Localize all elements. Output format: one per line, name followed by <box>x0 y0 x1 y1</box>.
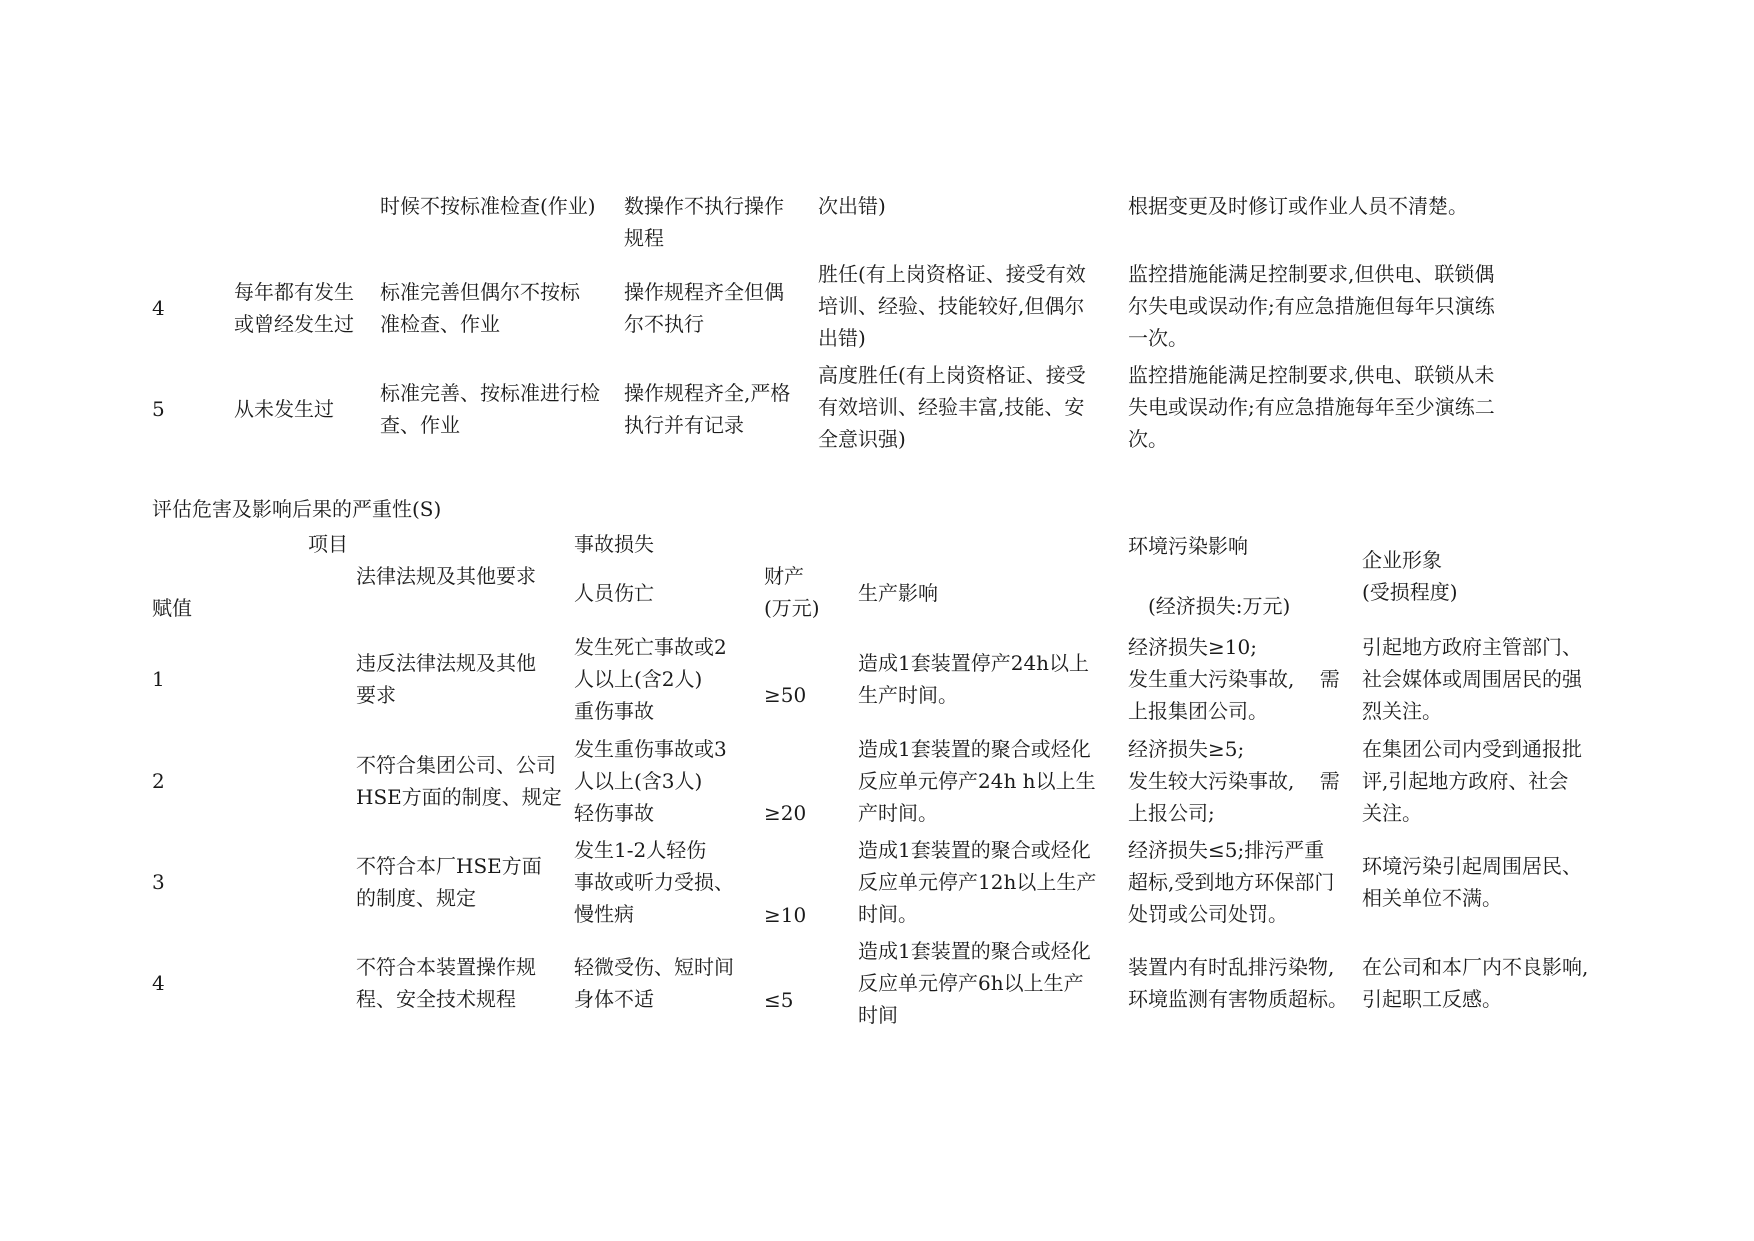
image-cell <box>1362 733 1582 829</box>
cell-line: 发生死亡事故或2 <box>574 635 727 659</box>
cell-line: 引起职工反感。 <box>1362 987 1502 1011</box>
cell-line: 次。 <box>1128 427 1168 451</box>
cell-line: 上报集团公司。 <box>1128 699 1268 723</box>
law-cell <box>356 647 536 711</box>
controls-cell <box>1128 359 1495 455</box>
header-assign: 赋值 <box>152 596 192 620</box>
cell-line: 企业形象 <box>1362 548 1442 572</box>
cell-line: 造成1套装置的聚合或烃化 <box>858 939 1091 963</box>
law-cell <box>356 951 536 1015</box>
cont-competence-cell <box>818 190 886 222</box>
image-cell <box>1362 631 1582 727</box>
cell-line: 不符合集团公司、公司 <box>356 753 556 777</box>
cell-line: 每年都有发生 <box>234 280 354 304</box>
cell-line: 或曾经发生过 <box>234 312 354 336</box>
cell-line: 社会媒体或周围居民的强 <box>1362 667 1582 691</box>
cell-line: 次出错) <box>818 194 886 218</box>
header-production: 生产影响 <box>858 581 938 605</box>
header-image <box>1362 544 1458 608</box>
severity-title: 评估危害及影响后果的严重性(S) <box>152 497 442 521</box>
cell-line: 生产时间。 <box>858 683 958 707</box>
cell-line: 反应单元停产12h以上生产 <box>858 870 1097 894</box>
cell-line: 失电或误动作;有应急措施每年至少演练二 <box>1128 395 1495 419</box>
cell-line: 轻伤事故 <box>574 801 654 825</box>
cell-line: 经济损失≤5;排污严重 <box>1128 838 1325 862</box>
cell-line: 监控措施能满足控制要求,但供电、联锁偶 <box>1128 262 1495 286</box>
header-environment: 环境污染影响 <box>1128 534 1248 558</box>
header-law: 法律法规及其他要求 <box>356 564 536 588</box>
image-cell <box>1362 850 1582 914</box>
competence-cell <box>818 258 1086 354</box>
cell-line: 的制度、规定 <box>356 886 476 910</box>
cell-line: 一次。 <box>1128 326 1188 350</box>
property-cell: ≥50 <box>764 683 807 707</box>
cell-line: 操作规程齐全,严格 <box>624 381 791 405</box>
cell-line: 烈关注。 <box>1362 699 1442 723</box>
likelihood-value-cell: 5 <box>152 397 165 421</box>
procedure-cell <box>624 377 790 441</box>
cell-line: 程、安全技术规程 <box>356 987 516 1011</box>
severity-value-cell: 1 <box>152 667 165 691</box>
standard-cell <box>380 377 600 441</box>
cont-controls-cell <box>1128 190 1468 222</box>
cell-line: 身体不适 <box>574 987 654 1011</box>
cell-line: 发生较大污染事故, 需 <box>1128 769 1340 793</box>
personnel-cell <box>574 631 727 727</box>
cell-line: (受损程度) <box>1362 580 1458 604</box>
image-cell <box>1362 951 1588 1015</box>
cell-line: 关注。 <box>1362 801 1422 825</box>
cell-line: (万元) <box>764 596 820 620</box>
cell-line: 数操作不执行操作 <box>624 194 784 218</box>
cell-line: 操作规程齐全但偶 <box>624 280 784 304</box>
cell-line: 评,引起地方政府、社会 <box>1362 769 1569 793</box>
cell-line: 重伤事故 <box>574 699 654 723</box>
cell-line: 发生重伤事故或3 <box>574 737 727 761</box>
cell-line: 财产 <box>764 564 804 588</box>
cell-line: 违反法律法规及其他 <box>356 651 536 675</box>
cell-line: 装置内有时乱排污染物, <box>1128 955 1335 979</box>
header-property <box>764 560 820 624</box>
cell-line: 不符合本装置操作规 <box>356 955 536 979</box>
likelihood-value-cell: 4 <box>152 296 165 320</box>
cell-line: 造成1套装置的聚合或烃化 <box>858 838 1091 862</box>
cell-line: 标准完善、按标准进行检 <box>380 381 600 405</box>
cell-line: 环境污染引起周围居民、 <box>1362 854 1582 878</box>
cell-line: 产时间。 <box>858 801 938 825</box>
production-cell <box>858 834 1096 930</box>
cell-line: 反应单元停产6h以上生产 <box>858 971 1084 995</box>
property-cell: ≤5 <box>764 988 794 1012</box>
cell-line: 事故或听力受损、 <box>574 870 734 894</box>
cell-line: 环境监测有害物质超标。 <box>1128 987 1348 1011</box>
cell-line: 全意识强) <box>818 427 906 451</box>
cell-line: 经济损失≥10; <box>1128 635 1257 659</box>
environment-cell <box>1128 951 1348 1015</box>
frequency-cell <box>234 393 334 425</box>
cell-line: 执行并有记录 <box>624 413 744 437</box>
cell-line: 处罚或公司处罚。 <box>1128 902 1288 926</box>
cell-line: 胜任(有上岗资格证、接受有效 <box>818 262 1086 286</box>
cell-line: 要求 <box>356 683 396 707</box>
cell-line: 不符合本厂HSE方面 <box>356 854 542 878</box>
property-cell: ≥20 <box>764 801 807 825</box>
law-cell <box>356 850 542 914</box>
cell-line: 造成1套装置的聚合或烃化 <box>858 737 1091 761</box>
header-accident-loss: 事故损失 <box>574 532 654 556</box>
cell-line: 培训、经验、技能较好,但偶尔 <box>818 294 1085 318</box>
cell-line: 有效培训、经验丰富,技能、安 <box>818 395 1085 419</box>
cell-line: 经济损失≥5; <box>1128 737 1245 761</box>
cont-procedure-cell <box>624 190 784 254</box>
severity-value-cell: 3 <box>152 870 165 894</box>
controls-cell <box>1128 258 1495 354</box>
environment-cell <box>1128 631 1340 727</box>
cell-line: 准检查、作业 <box>380 312 500 336</box>
cell-line: 根据变更及时修订或作业人员不清楚。 <box>1128 194 1468 218</box>
cell-line: 人以上(含2人) <box>574 667 703 691</box>
cell-line: 反应单元停产24h h以上生 <box>858 769 1096 793</box>
cell-line: HSE方面的制度、规定 <box>356 785 562 809</box>
production-cell <box>858 935 1091 1031</box>
cell-line: 发生1-2人轻伤 <box>574 838 707 862</box>
competence-cell <box>818 359 1086 455</box>
severity-value-cell: 4 <box>152 971 165 995</box>
cell-line: 时间。 <box>858 902 918 926</box>
cell-line: 人以上(含3人) <box>574 769 703 793</box>
production-cell <box>858 733 1096 829</box>
cell-line: 造成1套装置停产24h以上 <box>858 651 1090 675</box>
procedure-cell <box>624 276 784 340</box>
cell-line: 慢性病 <box>574 902 634 926</box>
cell-line: 监控措施能满足控制要求,供电、联锁从未 <box>1128 363 1495 387</box>
cell-line: 在公司和本厂内不良影响, <box>1362 955 1589 979</box>
environment-cell <box>1128 834 1334 930</box>
cell-line: 发生重大污染事故, 需 <box>1128 667 1340 691</box>
cell-line: 高度胜任(有上岗资格证、接受 <box>818 363 1086 387</box>
cell-line: 尔失电或误动作;有应急措施但每年只演练 <box>1128 294 1495 318</box>
cell-line: 引起地方政府主管部门、 <box>1362 635 1582 659</box>
cell-line: 时间 <box>858 1003 898 1027</box>
severity-value-cell: 2 <box>152 769 165 793</box>
cell-line: 查、作业 <box>380 413 460 437</box>
property-cell: ≥10 <box>764 903 807 927</box>
standard-cell <box>380 276 580 340</box>
cell-line: 相关单位不满。 <box>1362 886 1502 910</box>
personnel-cell <box>574 733 727 829</box>
environment-cell <box>1128 733 1340 829</box>
law-cell <box>356 749 562 813</box>
header-environment-sub: (经济损失:万元) <box>1148 594 1291 618</box>
personnel-cell <box>574 834 734 930</box>
cell-line: 标准完善但偶尔不按标 <box>380 280 580 304</box>
production-cell <box>858 647 1089 711</box>
personnel-cell <box>574 951 734 1015</box>
cell-line: 尔不执行 <box>624 312 704 336</box>
header-item: 项目 <box>308 532 348 556</box>
header-personnel: 人员伤亡 <box>574 581 654 605</box>
cell-line: 上报公司; <box>1128 801 1215 825</box>
cell-line: 时候不按标准检查(作业) <box>380 194 596 218</box>
cont-standard-cell <box>380 190 596 222</box>
cell-line: 超标,受到地方环保部门 <box>1128 870 1335 894</box>
cell-line: 在集团公司内受到通报批 <box>1362 737 1582 761</box>
cell-line: 轻微受伤、短时间 <box>574 955 734 979</box>
frequency-cell <box>234 276 354 340</box>
cell-line: 从未发生过 <box>234 397 334 421</box>
cell-line: 出错) <box>818 326 866 350</box>
cell-line: 规程 <box>624 226 664 250</box>
